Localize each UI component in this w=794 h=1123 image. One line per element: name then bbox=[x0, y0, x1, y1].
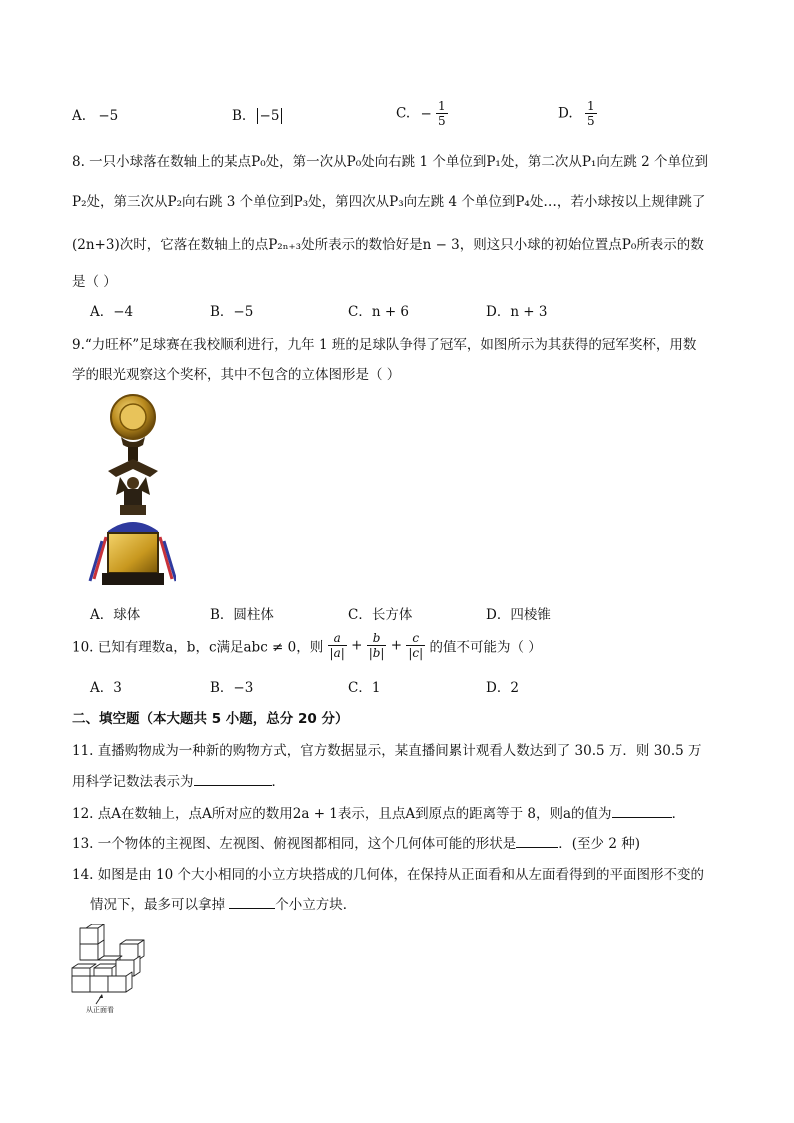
q14-text: 情况下，最多可以拿掉 bbox=[90, 897, 230, 913]
fraction-denominator: |b| bbox=[368, 646, 385, 660]
q10-option-b[interactable]: B．−3 bbox=[210, 680, 254, 696]
q12-line bbox=[72, 802, 734, 822]
q11-answer-blank[interactable] bbox=[194, 773, 272, 786]
q11-line-2 bbox=[72, 770, 734, 790]
q8-line-1: 8. 一只小球落在数轴上的某点P₀处，第一次从P₀处向右跳 1 个单位到P₁处，第二次从P₁向左跳 2 个单位到 bbox=[72, 154, 708, 170]
q10-fraction-b bbox=[367, 632, 387, 659]
q10-option-a[interactable]: A．3 bbox=[90, 680, 122, 696]
fraction-denominator: |c| bbox=[408, 646, 424, 660]
q13-text: 13. 一个物体的主视图、左视图、俯视图都相同，这个几何体可能的形状是 bbox=[72, 836, 517, 852]
q14-answer-blank[interactable] bbox=[229, 896, 275, 909]
q9-line-2: 学的眼光观察这个奖杯，其中不包含的立体图形是（ ） bbox=[72, 367, 401, 383]
option-letter: C. bbox=[396, 105, 411, 122]
q8-line-3: (2n+3)次时，它落在数轴上的点P₂ₙ₊₃处所表示的数恰好是n − 3，则这只小球的初始位置点P₀所表示的数 bbox=[72, 237, 704, 253]
q10-prefix: 10. 已知有理数a，b，c满足abc ≠ 0，则 bbox=[72, 639, 324, 656]
q8-option-b[interactable]: B．−5 bbox=[210, 304, 254, 320]
q9-line-1: 9.“力旺杯”足球赛在我校顺利进行，九年 1 班的足球队争得了冠军，如图所示为其获得的冠军奖杯，用数 bbox=[72, 337, 697, 353]
option-fraction bbox=[436, 100, 448, 127]
option-value: −5 bbox=[257, 108, 283, 124]
q7-option-a[interactable] bbox=[72, 108, 118, 124]
section-2-heading: 二、填空题（本大题共 5 小题，总分 20 分） bbox=[72, 711, 349, 727]
q10-line bbox=[72, 632, 734, 659]
option-letter: D. bbox=[558, 105, 573, 122]
q11-suffix: ． bbox=[271, 774, 285, 790]
fraction-denominator: |a| bbox=[329, 646, 345, 660]
q11-line-1: 11. 直播购物成为一种新的购物方式，官方数据显示，某直播间累计观看人数达到了 30.5 万．则 30.5 万 bbox=[72, 743, 702, 759]
fraction-numerator: 1 bbox=[586, 99, 595, 113]
q10-option-c[interactable]: C．1 bbox=[348, 680, 381, 696]
q10-fraction-c bbox=[406, 632, 425, 659]
q7-option-c[interactable] bbox=[396, 100, 448, 127]
q8-option-a[interactable]: A．−4 bbox=[90, 304, 134, 320]
q12-text: 12. 点A在数轴上，点A所对应的数用2a + 1表示，且点A到原点的距离等于 8，则a的值为 bbox=[72, 806, 612, 822]
q11-text: 用科学记数法表示为 bbox=[72, 774, 194, 790]
q12-suffix: ． bbox=[671, 806, 686, 822]
plus-sign: + bbox=[351, 637, 363, 654]
q14-line-1: 14. 如图是由 10 个大小相同的小立方块搭成的几何体，在保持从正面看和从左面看得到的平面图形不变的 bbox=[72, 867, 705, 883]
fraction-numerator: c bbox=[406, 632, 425, 646]
q9-option-b[interactable]: B．圆柱体 bbox=[210, 607, 274, 623]
q7-option-d[interactable] bbox=[558, 100, 597, 127]
q14-suffix: 个小立方块． bbox=[275, 897, 357, 913]
q10-option-d[interactable]: D．2 bbox=[486, 680, 519, 696]
plus-sign: + bbox=[390, 637, 403, 654]
q9-option-d[interactable]: D．四棱锥 bbox=[486, 607, 551, 623]
fraction-denominator: 5 bbox=[438, 114, 446, 128]
q9-option-a[interactable]: A．球体 bbox=[90, 607, 141, 623]
q7-option-b[interactable] bbox=[232, 108, 282, 124]
q14-line-2 bbox=[90, 893, 734, 913]
option-fraction bbox=[585, 100, 597, 127]
q13-line bbox=[72, 832, 734, 852]
fraction-numerator: b bbox=[367, 632, 387, 646]
option-sign: − bbox=[420, 105, 432, 122]
q13-answer-blank[interactable] bbox=[516, 835, 558, 848]
figure-label: 从正面看 bbox=[86, 1006, 114, 1014]
q10-fraction-a bbox=[328, 632, 347, 659]
fraction-numerator: 1 bbox=[438, 99, 446, 113]
q8-line-4: 是（ ） bbox=[72, 274, 117, 290]
q8-line-2: P₂处，第三次从P₂向右跳 3 个单位到P₃处，第四次从P₃向左跳 4 个单位到P₄处…，若小球按以上规律跳了 bbox=[72, 194, 706, 210]
q8-option-c[interactable]: C．n + 6 bbox=[348, 304, 410, 320]
q10-suffix: 的值不可能为（ ） bbox=[429, 639, 542, 656]
fraction-denominator: 5 bbox=[586, 114, 595, 128]
q9-option-c[interactable]: C．长方体 bbox=[348, 607, 413, 623]
option-letter: B. bbox=[232, 108, 247, 124]
q13-suffix: ．(至少 2 种) bbox=[558, 836, 640, 852]
fraction-numerator: a bbox=[328, 632, 347, 646]
cube-figure bbox=[68, 924, 150, 1014]
trophy-image bbox=[88, 393, 176, 589]
option-value: −5 bbox=[98, 108, 119, 124]
q12-answer-blank[interactable] bbox=[612, 805, 672, 818]
option-letter: A. bbox=[72, 108, 87, 124]
q8-option-d[interactable]: D．n + 3 bbox=[486, 304, 548, 320]
